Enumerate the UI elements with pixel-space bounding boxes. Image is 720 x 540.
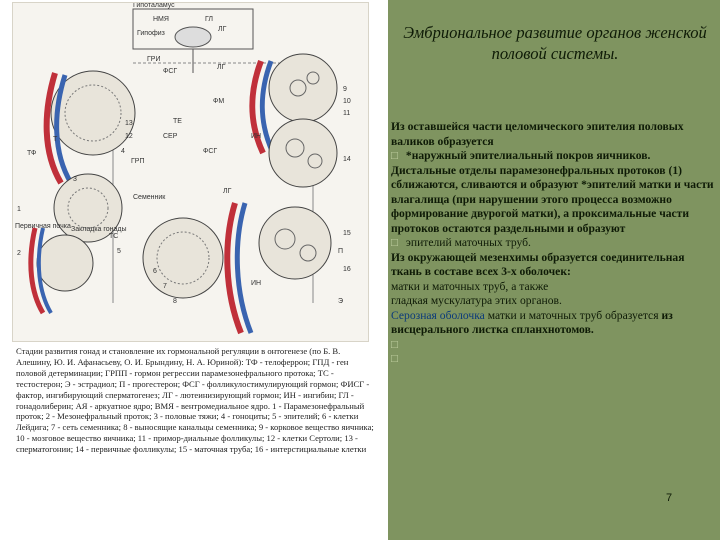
- bullet-icon: □: [391, 352, 399, 365]
- diagram-label: Гипофиз: [137, 30, 165, 37]
- diagram-label: ИН: [251, 280, 262, 287]
- diagram-number: 2: [17, 250, 21, 257]
- diagram-label: ТЕ: [173, 118, 182, 125]
- diagram-label: Первичная почка: [15, 223, 71, 230]
- diagram-label: ФМ: [213, 98, 225, 105]
- pituitary-shape: [175, 27, 211, 47]
- diagram-number: 3: [73, 176, 77, 183]
- diagram-number: 7: [163, 283, 167, 290]
- diagram-number: 16: [343, 266, 351, 273]
- bullet-icon: □: [391, 149, 399, 162]
- page-number: 7: [666, 492, 673, 504]
- mesonephric-duct: [237, 203, 251, 333]
- paragraph-6b: гладкая мускулатура этих органов.: [391, 294, 562, 307]
- diagram-label: ТФ: [27, 150, 37, 157]
- paragraph-5: Из окружающей мезенхимы образуется соединительная ткань в составе всех 3-х оболочек:: [391, 250, 685, 278]
- diagram-label: НМЯ: [153, 16, 169, 23]
- diagram-number: 12: [125, 133, 133, 140]
- bullet-icon: □: [391, 337, 399, 351]
- gonad-development-diagram: [12, 2, 369, 342]
- diagram-number: 13: [125, 120, 133, 127]
- empty-bullet-1: [391, 338, 717, 353]
- diagram-label: Закладка гонады: [71, 226, 127, 233]
- bullet-icon: □: [391, 236, 399, 249]
- paragraph-1: Из оставшейся части целомического эпителия половых валиков образуется: [391, 120, 684, 148]
- paragraph-7-middle: матки и маточных труб образуется: [484, 308, 662, 322]
- diagram-number: 8: [173, 298, 177, 305]
- diagram-label: ТС: [109, 233, 119, 240]
- diagram-label: ФСГ: [203, 148, 218, 155]
- diagram-label: Э: [338, 298, 344, 305]
- diagram-label: ГРИ: [147, 56, 161, 63]
- diagram-label: СЕР: [163, 133, 178, 140]
- bullet-line-1: [391, 149, 717, 164]
- diagram-number: 4: [121, 148, 125, 155]
- diagram-label: ИН: [251, 133, 262, 140]
- slide-body: [391, 120, 717, 367]
- slide-title: Эмбриональное развитие органов женской половой системы.: [403, 23, 707, 63]
- caption-abbreviations: ТФ - телоферрон; ГПД - ген половой детерминации; ГРПП - гормон регрессии парамезонефрального протока; ТС - тестостерон; Э - эстрадиол; П - прогестерон; ФСГ - фолликулостимулирующий гормон; ФИСГ - фактор, ингибирующий сперматогенез; ЛГ - лютеинизирующий гормон; ИН - ингибин; ГЛ - гонадолиберин; АЯ - аркуатное ядро; ВМЯ - вентромедиальное ядро.: [16, 356, 370, 411]
- caption-intro: Стадии развития гонад и становление их гормональной регуляции в онтогенезе (по Б. В. Алешину, Ю. И. Афанасьеву, О. И. Брындину, Н. А. Юриной):: [16, 346, 341, 367]
- diagram-number: 5: [117, 248, 121, 255]
- diagram-number: 9: [343, 86, 347, 93]
- diagram-number: 10: [343, 98, 351, 105]
- gonad-upper-right: [269, 54, 337, 122]
- paragraph-3: Дистальные отделы парамезонефральных протоков (1) сближаются, сливаются и образуют *эпителий матки и части влагалища (при нарушении этого процесса возможно формирование двурогой матки), а проксимальные части протоков остаются раздельными и образуют: [391, 163, 714, 235]
- caption-legend: 1 - Парамезонефральный проток; 2 - Мезонефральный проток; 3 - половые тяжи; 4 - гоноциты; 5 - эпителий; 6 - клетки Лейдига; 7 - сеть семенника; 8 - выносящие канальцы семенника; 9 - корковое вещество яичника; 10 - мозговое вещество яичника; 11 - примор-диальные фолликулы; 12 - клетки Сертоли; 13 - сперматогонии; 14 - первичные фолликулы; 15 - маточная труба; 16 - интерстициальные клетки: [16, 400, 374, 455]
- paragraph-4: эпителий маточных труб.: [405, 236, 531, 249]
- diagram-label: ГРП: [131, 158, 145, 165]
- diagram-label: Семенник: [133, 194, 166, 201]
- paragraph-7: [391, 309, 717, 338]
- diagram-label: ЛГ: [217, 64, 226, 71]
- diagram-number: 14: [343, 156, 351, 163]
- diagram-number: 6: [153, 268, 157, 275]
- diagram-svg: [13, 3, 368, 341]
- paragraph-2: *наружный эпителиальный покров яичников.: [405, 149, 651, 162]
- paragraph-7-end: из висцерального листка спланхнотомов.: [391, 308, 673, 336]
- diagram-label: П: [338, 248, 344, 255]
- gonad-lower-right: [259, 207, 331, 279]
- serous-membrane-term: Серозная оболочка: [391, 308, 485, 322]
- diagram-label: ЛГ: [223, 188, 232, 195]
- paragraph-6a: матки и маточных труб, а также: [391, 279, 549, 293]
- diagram-number: 11: [343, 110, 351, 117]
- gonad-lower-left: [37, 235, 93, 291]
- diagram-label: Гипоталамус: [133, 3, 175, 9]
- diagram-number: 15: [343, 230, 351, 237]
- diagram-number: 1: [17, 206, 21, 213]
- diagram-label: Т: [53, 136, 58, 143]
- diagram-caption: [16, 346, 376, 455]
- bullet-line-2: [391, 236, 717, 251]
- gonad-lower-middle: [143, 218, 223, 298]
- diagram-label: ГЛ: [205, 16, 213, 23]
- empty-bullet-2: [391, 352, 717, 367]
- diagram-label: ФСГ: [163, 68, 178, 75]
- diagram-label: ЛГ: [218, 26, 227, 33]
